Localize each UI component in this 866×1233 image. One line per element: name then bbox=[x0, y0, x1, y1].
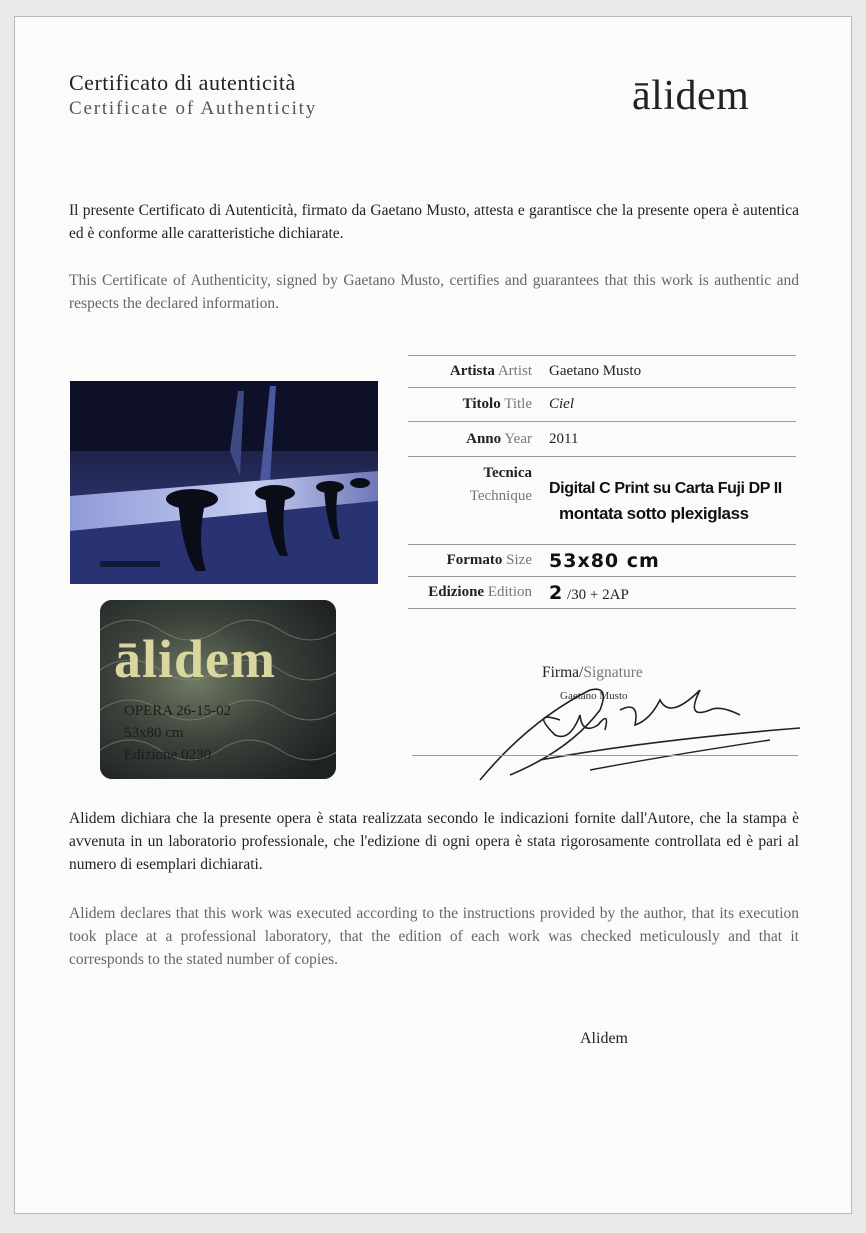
artist-value: Gaetano Musto bbox=[549, 356, 796, 388]
hologram-line-1: OPERA 26-15-02 bbox=[124, 703, 232, 719]
year-label: Anno Year bbox=[408, 422, 549, 457]
technique-line-2: montata sotto plexiglass bbox=[559, 503, 749, 523]
intro-italian: Il presente Certificato di Autenticità, firmato da Gaetano Musto, attesta e garantisce che la presente opera è autentica ed è conforme alle caratteristiche dichiarate. bbox=[69, 202, 799, 242]
row-size bbox=[408, 545, 796, 577]
title-english: Certificate of Authenticity bbox=[69, 98, 318, 119]
edition-number: 2 bbox=[549, 581, 564, 604]
row-year bbox=[408, 422, 796, 457]
signature-label: Firma/Signature bbox=[542, 664, 643, 681]
row-technique bbox=[408, 457, 796, 545]
hologram-sticker bbox=[100, 600, 336, 779]
hologram-line-2: 53x80 cm bbox=[124, 725, 184, 741]
artist-label: Artista Artist bbox=[408, 356, 549, 388]
edition-value bbox=[549, 577, 796, 609]
hologram-line-3: Edizione 0230 bbox=[124, 747, 212, 763]
declaration-english: Alidem declares that this work was executed according to the instructions provided by the author, that its execution took place at a professional laboratory, that the edition of each work was checked meticulously and that it corresponds to the stated number of copies. bbox=[69, 905, 799, 968]
technique-label: Tecnica Technique bbox=[408, 457, 549, 545]
technique-value bbox=[549, 457, 796, 545]
edition-label: Edizione Edition bbox=[408, 577, 549, 609]
artwork-details-table bbox=[408, 355, 796, 609]
handwritten-signature bbox=[470, 680, 800, 790]
title-value: Ciel bbox=[549, 388, 796, 422]
artwork-image bbox=[70, 381, 378, 584]
artwork-photo bbox=[70, 381, 378, 584]
closing-signature: Alidem bbox=[580, 1030, 628, 1047]
intro-english: This Certificate of Authenticity, signed by Gaetano Musto, certifies and guarantees that this work is authentic and respects the declared information. bbox=[69, 272, 799, 312]
alidem-logo bbox=[632, 72, 749, 120]
row-artist bbox=[408, 356, 796, 388]
hologram-logo: ālidem bbox=[114, 629, 276, 689]
row-edition bbox=[408, 577, 796, 609]
year-value: 2011 bbox=[549, 422, 796, 457]
technique-line-1: Digital C Print su Carta Fuji DP II bbox=[549, 479, 782, 497]
title-label: Titolo Title bbox=[408, 388, 549, 422]
signature-line bbox=[412, 755, 798, 756]
row-title bbox=[408, 388, 796, 422]
hologram-text bbox=[124, 700, 231, 766]
edition-total: /30 + 2AP bbox=[566, 586, 629, 603]
logo-text: ālidem bbox=[632, 73, 750, 119]
size-value: 53x80 cm bbox=[549, 545, 796, 577]
declaration-italian: Alidem dichiara che la presente opera è stata realizzata secondo le indicazioni fornite dall'Autore, che la stampa è avvenuta in un laboratorio professionale, che l'edizione di ogni opera è stata rigorosamente controllata ed è pari al numero di esemplari dichiarati. bbox=[69, 810, 799, 873]
signature-name: Gaetano Musto bbox=[560, 690, 628, 702]
size-label: Formato Size bbox=[408, 545, 549, 577]
title-italian: Certificato di autenticità bbox=[69, 70, 296, 95]
